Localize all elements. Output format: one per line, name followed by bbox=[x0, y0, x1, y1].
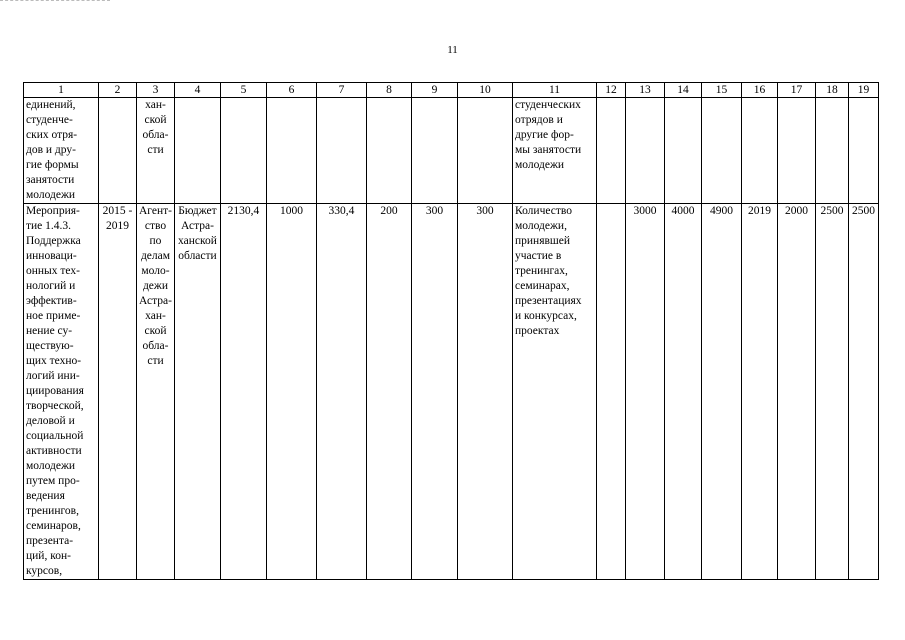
cell-value bbox=[411, 98, 457, 204]
cell-value bbox=[741, 98, 777, 204]
header-cell: 3 bbox=[137, 83, 175, 98]
cell-value bbox=[596, 98, 625, 204]
cell-value bbox=[701, 98, 741, 204]
cell-value: 330,4 bbox=[316, 204, 366, 580]
cell-period: 2015 - 2019 bbox=[99, 204, 137, 580]
header-cell: 11 bbox=[512, 83, 596, 98]
cell-total: 2130,4 bbox=[220, 204, 266, 580]
header-cell: 7 bbox=[316, 83, 366, 98]
header-cell: 19 bbox=[848, 83, 878, 98]
header-cell: 18 bbox=[815, 83, 848, 98]
cell-activity-name: Мероприя- тие 1.4.3. Поддержка инноваци- онных тех- нологий и эффектив- ное приме- нение су- ществую- щих техно- логий ини- циирования творческой, деловой и социальной активности молодежи путем про- ведения тренингов, семинаров, презента- ций, кон- курсов, bbox=[24, 204, 99, 580]
cell-value: 300 bbox=[411, 204, 457, 580]
cell-executor: Агент- ство по делам моло- дежи Астра- хан- ской обла- сти bbox=[137, 204, 175, 580]
cell-value: 1000 bbox=[266, 204, 316, 580]
header-cell: 6 bbox=[266, 83, 316, 98]
data-table bbox=[23, 82, 879, 580]
header-cell: 1 bbox=[24, 83, 99, 98]
header-cell: 8 bbox=[366, 83, 411, 98]
header-cell: 17 bbox=[777, 83, 815, 98]
cell-funding-source bbox=[174, 98, 220, 204]
header-cell: 5 bbox=[220, 83, 266, 98]
cell-value: 3000 bbox=[625, 204, 664, 580]
cell-value bbox=[848, 98, 878, 204]
cell-value: 4900 bbox=[701, 204, 741, 580]
cell-value bbox=[777, 98, 815, 204]
scan-artifact bbox=[0, 0, 110, 5]
cell-funding-source: Бюджет Астра- ханской области bbox=[174, 204, 220, 580]
table-row bbox=[24, 204, 879, 580]
cell-value bbox=[457, 98, 512, 204]
cell-value bbox=[266, 98, 316, 204]
cell-value: 4000 bbox=[664, 204, 701, 580]
header-cell: 13 bbox=[625, 83, 664, 98]
header-cell: 10 bbox=[457, 83, 512, 98]
header-cell: 14 bbox=[664, 83, 701, 98]
cell-value bbox=[316, 98, 366, 204]
cell-value: 2500 bbox=[848, 204, 878, 580]
cell-value: 2019 bbox=[741, 204, 777, 580]
header-row bbox=[24, 83, 879, 98]
cell-value bbox=[366, 98, 411, 204]
cell-value bbox=[664, 98, 701, 204]
header-cell: 15 bbox=[701, 83, 741, 98]
table-row bbox=[24, 98, 879, 204]
header-cell: 16 bbox=[741, 83, 777, 98]
header-cell: 2 bbox=[99, 83, 137, 98]
cell-value: 2500 bbox=[815, 204, 848, 580]
cell-activity-name: единений, студенче- ских отря- дов и дру- гие формы занятости молодежи bbox=[24, 98, 99, 204]
cell-value: 2000 bbox=[777, 204, 815, 580]
header-cell: 9 bbox=[411, 83, 457, 98]
cell-executor: хан- ской обла- сти bbox=[137, 98, 175, 204]
header-cell: 4 bbox=[174, 83, 220, 98]
cell-value bbox=[815, 98, 848, 204]
page-number: 11 bbox=[447, 44, 458, 56]
cell-total bbox=[220, 98, 266, 204]
cell-indicator: студенческих отрядов и другие фор- мы занятости молодежи bbox=[512, 98, 596, 204]
cell-indicator: Количество молодежи, принявшей участие в тренингах, семинарах, презентациях и конкурсах, проектах bbox=[512, 204, 596, 580]
cell-value: 200 bbox=[366, 204, 411, 580]
cell-value bbox=[625, 98, 664, 204]
cell-value bbox=[596, 204, 625, 580]
cell-period bbox=[99, 98, 137, 204]
header-cell: 12 bbox=[596, 83, 625, 98]
cell-value: 300 bbox=[457, 204, 512, 580]
